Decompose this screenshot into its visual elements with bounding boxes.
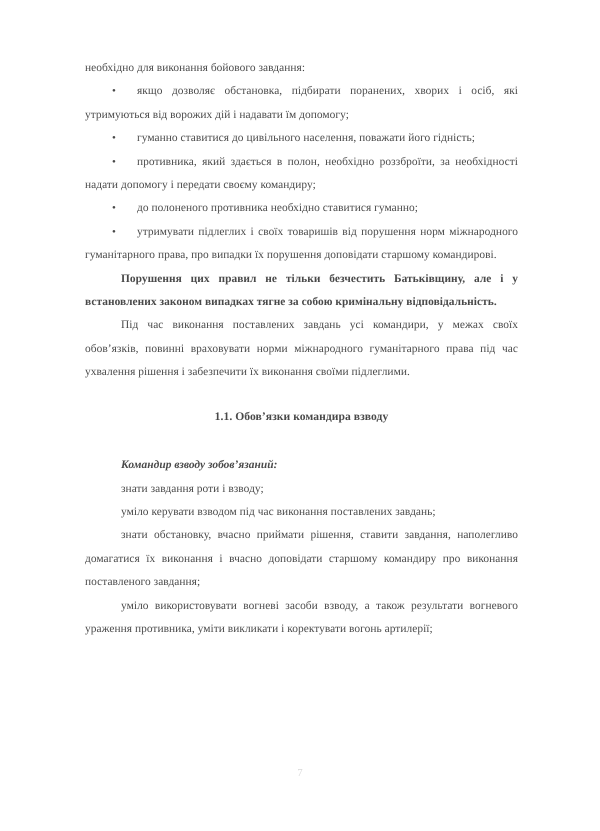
list-item-text: до полоненого противника необхідно ставитися гуманно; — [137, 202, 419, 215]
section-heading: 1.1. Обов’язки командира взводу — [214, 409, 389, 423]
platoon-commander-subheading: Командир взводу зобов’язаний: — [121, 459, 278, 472]
list-item — [85, 127, 518, 150]
document-text-column — [85, 57, 518, 641]
duty-item: знати завдання роти і взводу; — [121, 482, 264, 495]
commanders-duty-paragraph: Під час виконання поставлених завдань усі командири, у межах своїх обов’язків, повинні враховувати норми міжнародного гуманітарного права під час ухвалення рішення і забезпечити їх виконання своїми підлеглими. — [85, 319, 518, 379]
list-item — [85, 197, 518, 220]
subheading-spacer — [85, 428, 518, 454]
bullet-icon: • — [112, 132, 116, 145]
duty-item: уміло керувати взводом під час виконання поставлених завдань; — [121, 505, 436, 518]
bullet-icon: • — [112, 155, 116, 168]
bullet-icon: • — [112, 225, 116, 238]
bullet-icon: • — [112, 85, 116, 98]
obligations-bullet-list — [85, 80, 518, 267]
page-number: 7 — [297, 768, 303, 779]
bullet-icon: • — [112, 202, 116, 215]
list-item — [85, 151, 518, 198]
list-item-text: утримувати підлеглих і своїх товаришів від порушення норм міжнародного гуманітарного права, про випадки їх порушення доповідати старшому командирові. — [85, 225, 518, 262]
list-item-text: якщо дозволяє обстановка, підбирати поранених, хворих і осіб, які утримуються від ворожих дій і надавати їм допомогу; — [85, 85, 518, 121]
list-item — [85, 80, 518, 127]
criminal-liability-paragraph: Порушення цих правил не тільки безчестить Батьківщину, але і у встановлених законом випадках тягне за собою кримінальну відповідальність. — [85, 272, 518, 309]
list-item-text: гуманно ставитися до цивільного населення, поважати його гідність; — [137, 132, 475, 145]
list-item-text: противника, який здається в полон, необхідно роззброїти, за необхідності надати допомогу і передати своєму командиру; — [85, 155, 518, 192]
heading-spacer — [85, 385, 518, 405]
duty-item: знати обстановку, вчасно приймати рішення, ставити завдання, наполегливо домагатися їх виконання і вчасно доповідати старшому командиру про виконання поставленого завдання; — [85, 529, 518, 589]
duty-item: уміло використовувати вогневі засоби взводу, а також результати вогневого ураження противника, уміти викликати і коректувати вогонь артилерії; — [85, 599, 518, 635]
opening-line: необхідно для виконання бойового завдання: — [85, 62, 306, 74]
list-item — [85, 221, 518, 268]
